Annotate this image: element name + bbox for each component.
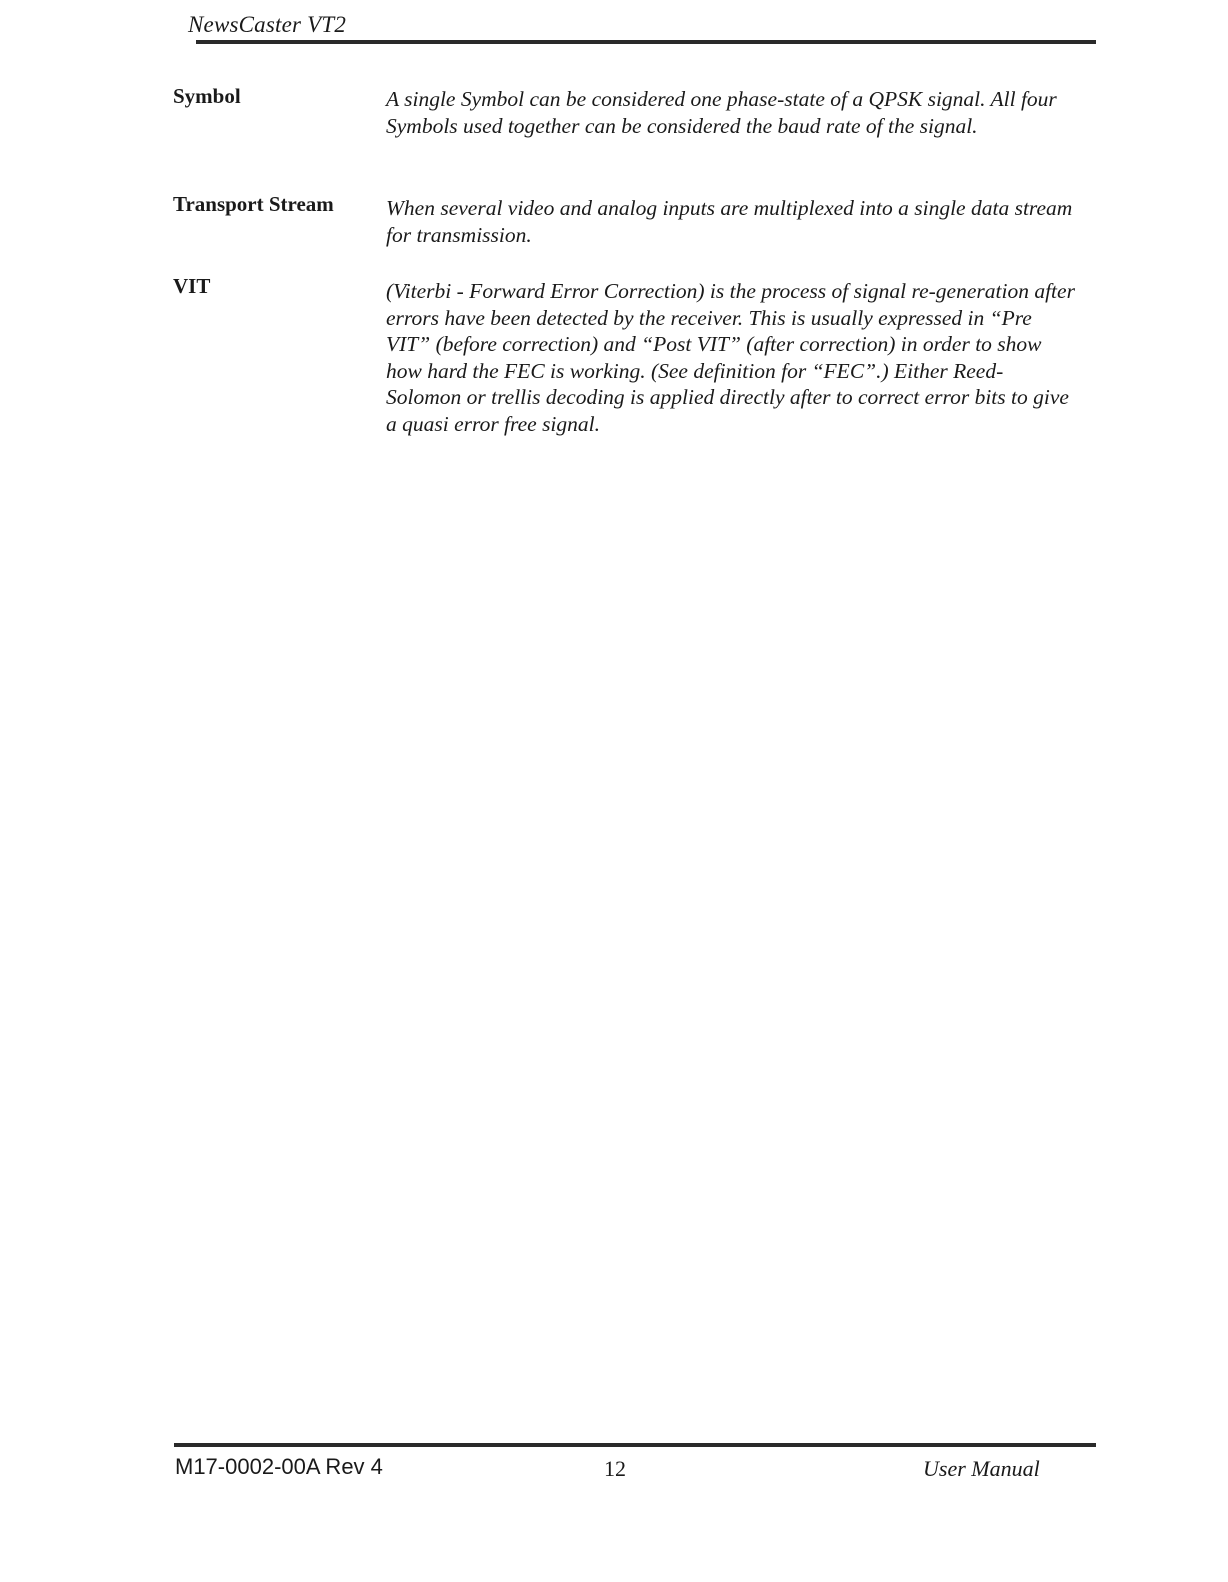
- glossary-term-transport-stream: Transport Stream: [173, 192, 334, 216]
- glossary-term-symbol: Symbol: [173, 84, 241, 108]
- footer-manual-label: User Manual: [923, 1456, 1040, 1481]
- header-divider: [196, 40, 1096, 44]
- page-header-title: NewsCaster VT2: [188, 12, 347, 37]
- glossary-term-vit: VIT: [173, 274, 211, 298]
- footer-divider: [174, 1443, 1096, 1447]
- footer-document-number: M17-0002-00A Rev 4: [175, 1454, 383, 1479]
- definition-text: When several video and analog inputs are multiplexed into a single data stream for transmission.: [386, 196, 1073, 247]
- glossary-definition-symbol: [386, 86, 1076, 139]
- definition-text: (Viterbi - Forward Error Correction) is the process of signal re-generation after errors have been detected by the receiver. This is usually expressed in “Pre VIT” (before correction) and “Post VIT” (after correction) in order to show how hard the FEC is working. (See definition for “FEC”.) Either Reed-Solomon or trellis decoding is applied directly after to correct error bits to give a quasi error free signal.: [386, 279, 1075, 436]
- definition-text: A single Symbol can be considered one phase-state of a QPSK signal. All four Symbols used together can be considered the baud rate of the signal.: [386, 87, 1057, 138]
- glossary-definition-transport-stream: [386, 195, 1076, 248]
- glossary-definition-vit: [386, 278, 1076, 437]
- footer-page-number: 12: [604, 1456, 626, 1481]
